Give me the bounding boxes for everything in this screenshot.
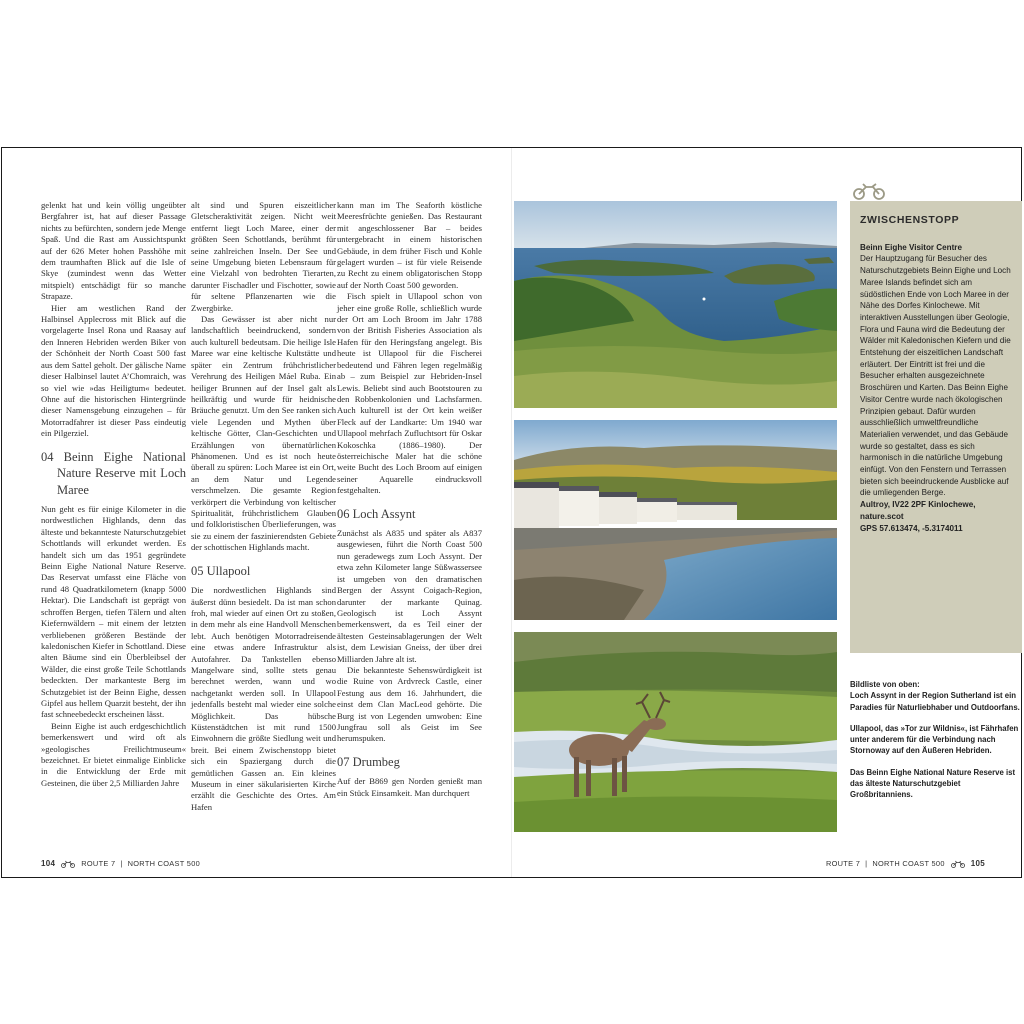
photo-deer-beinn-eighe bbox=[514, 632, 837, 832]
paragraph: gelenkt hat und kein völlig ungeübter Bergfahrer ist, hat auf dieser Passage nichts zu befürchten, sondern jede Menge Spaß. Und die Rast am Aussichtspunkt auf der 626 Meter hohen Passhöhe mit dem traumhaften Blick auf die Isle of Skye (zumindest wenn das Wetter mitspielt) entschädigt für so manche Strapaze. bbox=[41, 200, 186, 302]
paragraph: Die bekannteste Sehenswürdigkeit ist die Ruine von Ardvreck Castle, einer Festung aus dem 16. Jahrhundert, die einst dem Clan MacLeod gehörte. Die Burg ist von Legenden umwoben: Eine Jungfrau soll als Geist im See herumspuken. bbox=[337, 664, 482, 744]
paragraph: Fisch spielt in Ullapool schon von jeher eine große Rolle, schließlich wurde der Ort am Loch Broom im Jahr 1788 von der British Fisheries Association als Hafen für den Heringsfang angelegt. Bis heute ist Ullapool für die Fischerei bedeutend und Fähren legen regelmäßig ab – zum Beispiel zur Hebriden-Insel Lewis. Beliebt sind auch Bootstouren zu den Robbenkolonien und Lachsfarmen. Auch kulturell ist der Ort kein weißer Fleck auf der Landkarte: Um 1940 war Ullapool mehrfach Zufluchtsort für Oskar Kokoschka (1886–1980). Der österreichische Maler hat die schöne weite Bucht des Loch Broom auf einigen seiner Aquarelle eindrucksvoll festgehalten. bbox=[337, 291, 482, 496]
paragraph: Das Gewässer ist aber nicht nur landschaftlich beeindruckend, sondern auch kulturell bedeutsam. Die heilige Isle Maree war eine keltische Kultstätte und später ein Zentrum frühchristlicher Verehrung des Heiligen Máel Ruba. Ein heiliger Brunnen auf der Insel galt als heilkräftig und wurde für heidnische Bräuche genutzt. Um den See ranken sich viele Legenden und Mythen über keltische Götter, Clan-Geschichten und Erzählungen von übernatürlichen Phänomenen. Und es ist noch heute überall zu spüren: Loch Maree ist ein Ort, an dem Natur und Legende verschmelzen. Die gesamte Region verkörpert die Verbindung von keltischer Spiritualität, frühchristlichem Glauben und folkloristischen Überlieferungen, was sie zu einem der faszinierendsten Gebiete der schottischen Highlands macht. bbox=[191, 314, 336, 553]
section-title: Loch Assynt bbox=[352, 506, 416, 521]
paragraph: Auf der B869 gen Norden genießt man ein Stück Einsamkeit. Man durchquert bbox=[337, 776, 482, 798]
section-heading-04 bbox=[41, 449, 186, 499]
section-title: Beinn Eighe National Nature Reserve mit Loch Maree bbox=[57, 449, 187, 497]
section-number: 06 bbox=[337, 506, 350, 521]
motorcycle-icon bbox=[851, 182, 887, 200]
paragraph: alt sind und Spuren eiszeitlicher Gletscheraktivität zeigen. Nicht weit entfernt liegt Loch Maree, einer der größten Seen Schottlands, berühmt für seine zahlreichen Inseln. Der See und seine Umgebung bieten Lebensraum für eine Vielzahl von bedrohten Tierarten, darunter Fischadler und Fischotter, sowie für seltene Pflanzenarten wie die Zwergbirke. bbox=[191, 200, 336, 313]
paragraph: Hier am westlichen Rand der Halbinsel Applecross mit Blick auf die vorgelagerte Insel Rona und Raasay auf den Inneren Hebriden werden Biker von der Schönheit der North Coast 500 fast aus dem Sattel geholt. Der gälische Name dieser Halbinsel lautet A’Chomraich, was so viel wie »das Heiligtum« bedeutet. Ohne auf die historischen Hintergründe dieser Namensgebung einzugehen – für Motorradfahrer ist dieser Pass eindeutig ein Pilgerziel. bbox=[41, 302, 186, 439]
photo-captions bbox=[850, 679, 1020, 811]
page-number: 105 bbox=[970, 859, 985, 868]
section-heading-07 bbox=[337, 754, 482, 771]
zwischenstopp-box bbox=[850, 201, 1022, 653]
route-label: ROUTE 7 bbox=[81, 859, 116, 868]
text-column-3 bbox=[337, 200, 482, 799]
page-footer-left bbox=[41, 859, 200, 868]
page-105 bbox=[512, 148, 1023, 877]
route-label: ROUTE 7 bbox=[825, 859, 861, 868]
paragraph: Beinn Eighe ist auch erdgeschichtlich bemerkenswert und wird oft als »geologisches Freilichtmuseum« bezeichnet. Er bietet einmalige Einblicke in die Entwicklung der Erde mit Gesteinen, die über 2,5 Milliarden Jahre bbox=[41, 720, 186, 788]
sidebar-gps: GPS 57.613474, -5.3174011 bbox=[860, 523, 963, 533]
sidebar-address: Aultroy, IV22 2PF Kinlochewe, nature.scot bbox=[860, 500, 976, 521]
caption-1: Loch Assynt in der Region Sutherland ist ein Paradies für Naturliebhaber und Outdoorfans. bbox=[850, 691, 1020, 712]
book-title: NORTH COAST 500 bbox=[127, 859, 201, 868]
separator: | bbox=[865, 859, 868, 868]
motorcycle-icon bbox=[60, 860, 76, 868]
section-number: 04 bbox=[41, 449, 54, 464]
caption-3: Das Beinn Eighe National Nature Reserve ist das älteste Naturschutzgebiet Großbritanniens. bbox=[850, 767, 1016, 800]
page-footer-right bbox=[826, 859, 985, 868]
caption-intro: Bildliste von oben: bbox=[850, 680, 920, 689]
text-column-2 bbox=[191, 200, 336, 813]
caption-2: Ullapool, das »Tor zur Wildnis«, ist Fährhafen unter anderem für die Verbindung nach Stornoway auf den Äußeren Hebriden. bbox=[850, 723, 1019, 756]
paragraph: Die nordwestlichen Highlands sind äußerst dünn besiedelt. Da ist man schon froh, mal wieder auf einen Ort zu stoßen, in dem mehr als eine Handvoll Menschen lebt. Auch benötigen Motorradreisende eine etwas andere Infrastruktur als Autofahrer. Da Tankstellen ebenso Mangelware sind, sollte stets genau berechnet werden, wann und wo nachgetankt werden soll. In Ullapool jedenfalls besteht mal wieder eine solche Möglichkeit. Das hübsche Küstenstädtchen ist mit rund 1500 Einwohnern die größte Siedlung weit und breit. Bei einem Zwischenstopp bietet sich ein Spaziergang durch die gemütlichen Gassen an. Ein kleines Museum in einer säkularisierten Kirche erzählt die Geschichte des Ortes. Am Hafen bbox=[191, 585, 336, 812]
paragraph: Zunächst als A835 und später als A837 ausgewiesen, führt die North Coast 500 nun geradewegs zum Loch Assynt. Der etwa zehn Kilometer lange Süßwassersee ist umgeben von den dramatischen Bergen der Assynt Coigach-Region, darunter der markante Quinag. Geologisch ist Loch Assynt bemerkenswert, da es Teil einer der ältesten Gesteinsablagerungen der Welt ist, dem Lewisian Gneiss, der über drei Milliarden Jahre alt ist. bbox=[337, 528, 482, 664]
page-104 bbox=[2, 148, 512, 877]
section-title: Ullapool bbox=[206, 563, 251, 578]
section-number: 05 bbox=[191, 563, 204, 578]
section-heading-05 bbox=[191, 563, 336, 580]
photo-ullapool bbox=[514, 420, 837, 620]
photo-loch-assynt bbox=[514, 201, 837, 408]
book-title: NORTH COAST 500 bbox=[872, 859, 945, 868]
section-heading-06 bbox=[337, 506, 482, 523]
page-number: 104 bbox=[41, 859, 56, 868]
separator: | bbox=[120, 859, 123, 868]
paragraph: kann man im The Seaforth köstliche Meeresfrüchte genießen. Das Restaurant mit angeschlossener Bar – beides untergebracht in einem historischen Gebäude, in dem früher Fisch und Kohle gelagert wurden – ist für viele Reisende zu Recht zu einem obligatorischen Stopp auf der North Coast 500 geworden. bbox=[337, 200, 482, 290]
paragraph: Nun geht es für einige Kilometer in die nordwestlichen Highlands, denn das älteste und bekannteste Naturschutzgebiet Schottlands will erkundet werden. Es handelt sich um das 1951 gegründete Beinn Eighe National Nature Reserve. Das Reservat umfasst eine Fläche von rund 48 Quadratkilometern (knapp 5000 Hektar). Die Landschaft ist geprägt von schroffen Bergen, tiefen Tälern und alten Kiefernwäldern – mit einem der letzten verbliebenen größeren Bestände der kaledonischen Kiefer in Schottland. Diese alten Bäume sind ein Überbleibsel der Wälder, die einst große Teile Schottlands bedeckten. Der markanteste Berg im Schutzgebiet ist der Beinn Eighe, dessen Gipfel aus hellem Quarzit besteht, der ihn fast schneebedeckt erscheinen lässt. bbox=[41, 504, 186, 720]
text-column-1 bbox=[41, 200, 186, 789]
sidebar-body: Der Hauptzugang für Besucher des Naturschutzgebiets Beinn Eighe und Loch Maree Islands befindet sich am südöstlichen Ende von Loch Maree in der Nähe des Dorfes Kinlochewe. Mit interaktiven Ausstellungen über Geologie, Flora und Fauna wird die Bedeutung der Wälder mit Kaledonischen Kiefern und die Entstehung der eiszeitlichen Landschaft erläutert. Der Eintritt ist frei und die Besucher erhalten ausgezeichnete Broschüren und Karten. Das Beinn Eighe Visitor Centre wurde nach ökologischen Prinzipien gebaut. Dafür wurden ausschließlich umweltfreundliche Materialien verwendet, und das Gebäude wurde so gestaltet, dass es sich harmonisch in die natürliche Umgebung einfügt. Von den Fenstern und Terrassen bieten sich beeindruckende Ausblicke auf die umliegenden Berge. bbox=[860, 254, 1011, 498]
motorcycle-icon bbox=[950, 860, 966, 868]
sidebar-heading: ZWISCHENSTOPP bbox=[860, 214, 960, 226]
sidebar-place-name: Beinn Eighe Visitor Centre bbox=[860, 242, 962, 252]
section-title: Drumbeg bbox=[352, 754, 400, 769]
section-number: 07 bbox=[337, 754, 350, 769]
book-spread bbox=[1, 147, 1022, 878]
